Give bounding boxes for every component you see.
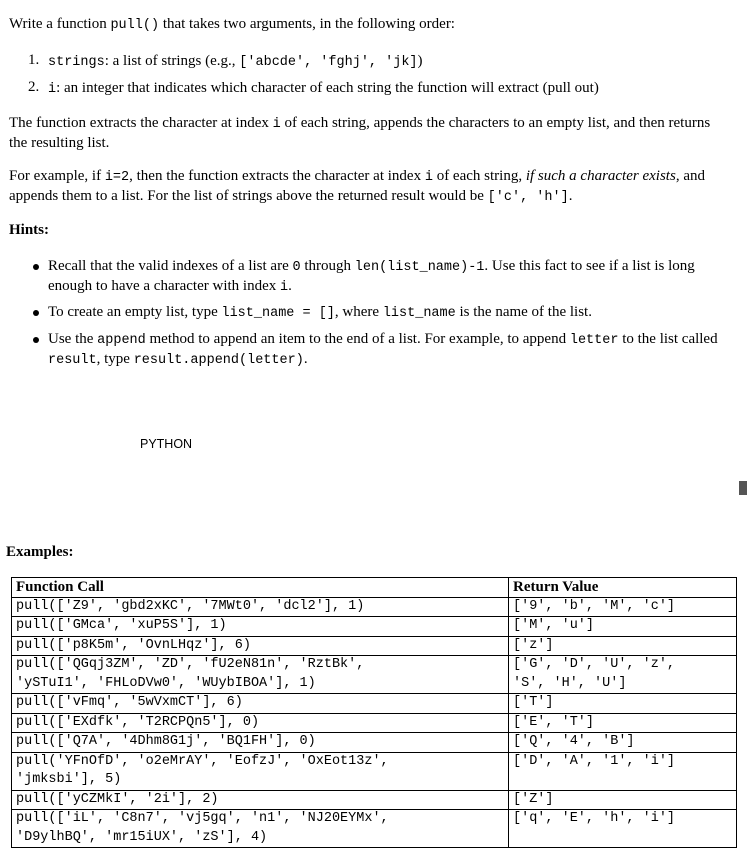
table-row	[12, 597, 737, 617]
function-call-cell: pull(['p8K5m', 'OvnLHqz'], 6)	[12, 636, 509, 656]
function-name: pull()	[110, 18, 160, 33]
table-row	[12, 790, 737, 810]
return-value-cell: ['Q', '4', 'B']	[509, 733, 737, 753]
function-call-cell: pull(['Q7A', '4Dhm8G1j', 'BQ1FH'], 0)	[12, 733, 509, 753]
return-value-cell: ['T']	[509, 694, 737, 714]
table-row	[12, 617, 737, 637]
arg-number: 2.	[28, 79, 40, 95]
function-call-cell: pull(['EXdfk', 'T2RCPQn5'], 0)	[12, 713, 509, 733]
table-row	[12, 636, 737, 656]
function-call-cell: pull('YFnOfD', 'o2eMrAY', 'EofzJ', 'OxEot13z', 'jmksbi'], 5)	[12, 752, 509, 790]
bullet-icon	[33, 337, 39, 343]
header-function-call: Function Call	[12, 578, 509, 598]
intro-text: Write a function pull() that takes two arguments, in the following order:	[9, 16, 455, 33]
example-paragraph: For example, if i=2, then the function extracts the character at index i of each string, if such a character exists, and appends them to a list. For the list of strings above the returned result would be ['c', 'h'].	[9, 168, 705, 205]
description-paragraph: The function extracts the character at index i of each string, appends the characters to an empty list, and then returns the resulting list.	[9, 115, 711, 151]
table-row	[12, 752, 737, 790]
arg-number: 1.	[28, 52, 40, 68]
return-value-cell: ['9', 'b', 'M', 'c']	[509, 597, 737, 617]
function-call-cell: pull(['vFmq', '5wVxmCT'], 6)	[12, 694, 509, 714]
scrollbar-thumb[interactable]	[739, 481, 747, 495]
arg-item-i: i: an integer that indicates which character of each string the function will extract (pull out)	[48, 80, 599, 97]
return-value-cell: ['E', 'T']	[509, 713, 737, 733]
table-header-row	[12, 578, 737, 598]
return-value-cell: ['M', 'u']	[509, 617, 737, 637]
hint-item: Recall that the valid indexes of a list are 0 through len(list_name)-1. Use this fact to see if a list is long enough to have a character with index i.	[48, 258, 695, 295]
function-call-cell: pull(['iL', 'C8n7', 'vj5gq', 'n1', 'NJ20EYMx', 'D9ylhBQ', 'mr15iUX', 'zS'], 4)	[12, 810, 509, 848]
return-value-cell: ['D', 'A', '1', 'i']	[509, 752, 737, 790]
examples-heading: Examples:	[6, 544, 74, 560]
return-value-cell: ['z']	[509, 636, 737, 656]
return-value-cell: ['q', 'E', 'h', 'i']	[509, 810, 737, 848]
function-call-cell: pull(['QGqj3ZM', 'ZD', 'fU2eN81n', 'RztBk', 'ySTuI1', 'FHLoDVw0', 'WUybIBOA'], 1)	[12, 656, 509, 694]
arg-item-strings: strings: a list of strings (e.g., ['abcde', 'fghj', 'jk])	[48, 53, 423, 70]
hints-heading: Hints:	[9, 222, 50, 238]
table-row	[12, 656, 737, 694]
language-label: PYTHON	[140, 437, 193, 451]
header-return-value: Return Value	[509, 578, 737, 598]
function-call-cell: pull(['GMca', 'xuP5S'], 1)	[12, 617, 509, 637]
table-row	[12, 810, 737, 848]
bullet-icon	[33, 310, 39, 316]
examples-table	[11, 577, 737, 848]
table-row	[12, 694, 737, 714]
table-row	[12, 733, 737, 753]
hint-item: Use the append method to append an item to the end of a list. For example, to append letter to the list called result, type result.append(letter).	[48, 331, 718, 368]
return-value-cell: ['Z']	[509, 790, 737, 810]
function-call-cell: pull(['yCZMkI', '2i'], 2)	[12, 790, 509, 810]
bullet-icon	[33, 264, 39, 270]
table-row	[12, 713, 737, 733]
hint-item: To create an empty list, type list_name = [], where list_name is the name of the list.	[48, 304, 592, 321]
function-call-cell: pull(['Z9', 'gbd2xKC', '7MWt0', 'dcl2'], 1)	[12, 597, 509, 617]
return-value-cell: ['G', 'D', 'U', 'z', 'S', 'H', 'U']	[509, 656, 737, 694]
